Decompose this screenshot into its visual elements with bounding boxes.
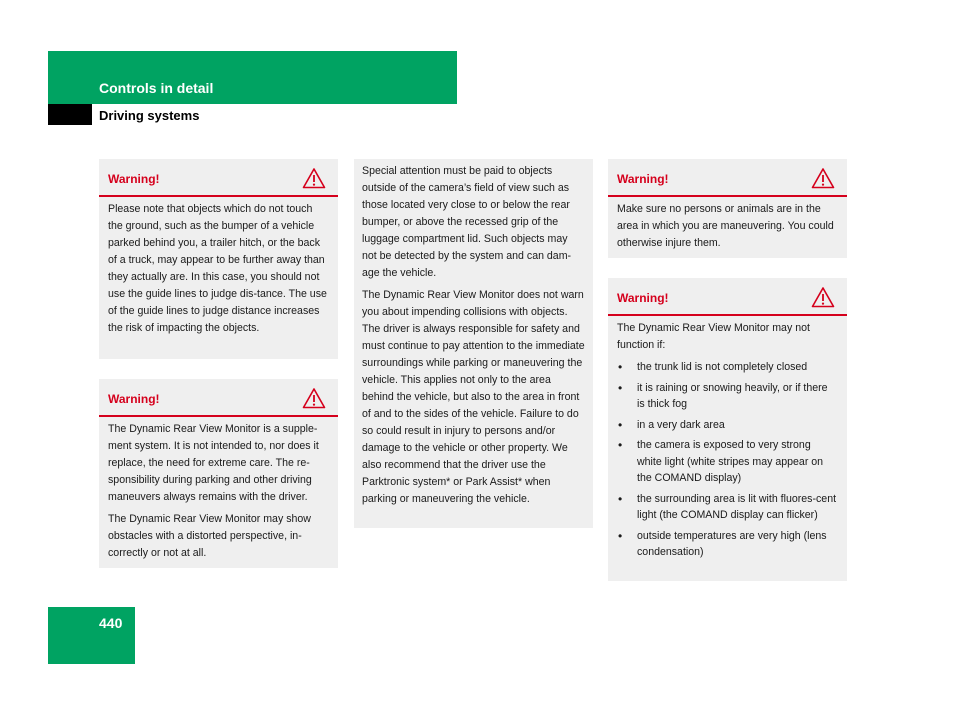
- warning-paragraph: Please note that objects which do not touch the ground, such as the bumper of a vehicle parked behind you, a trailer hitch, or the back of a truck, may appear to be further away than they actually are. In this case, you should not use the guide lines to judge dis-tance. The use of the guide lines to judge distance increases the risk of impacting the objects.: [108, 203, 327, 334]
- list-item: • the surrounding area is lit with fluores-cent light (the COMAND display can flicker): [617, 491, 838, 524]
- list-item: • it is raining or snowing heavily, or if there is thick fog: [617, 380, 838, 413]
- warning-title: Warning!: [108, 392, 160, 406]
- info-body: [354, 159, 593, 517]
- warning-body: [99, 197, 338, 350]
- subsection-title: Driving systems: [99, 108, 200, 123]
- info-paragraph: Special attention must be paid to objects outside of the camera’s field of view such as those located very close to or below the rear bumper, or above the recessed grip of the luggage compartment lid. Such objects may not be detected by the system and can dam-age the vehicle.: [362, 165, 572, 279]
- condition-list: [617, 359, 838, 561]
- warning-box-supplement-system: [99, 379, 338, 568]
- warning-box-persons-animals: [608, 159, 847, 258]
- info-paragraph: The Dynamic Rear View Monitor does not warn you about impending collisions with objects. The driver is always responsible for safety and must continue to pay attention to the immediate surroundings while parking or maneuvering the vehicle. This applies not only to the area behind the vehicle, but also to the area in front of and to the sides of the vehicle. Failure to do so could result in injury to persons and/or damage to the vehicle or other property. We also recommend that the driver use the Parktronic system* or Park Assist* when parking or maneuvering the vehicle.: [362, 289, 585, 505]
- page-number: 440: [99, 615, 123, 631]
- list-item: • the camera is exposed to very strong white light (white stripes may appear on the COMAND display): [617, 437, 838, 487]
- warning-triangle-icon: [811, 286, 835, 308]
- warning-triangle-icon: [302, 387, 326, 409]
- warning-paragraph: Make sure no persons or animals are in the area in which you are maneuvering. You could otherwise injure them.: [617, 203, 834, 249]
- warning-body: [99, 417, 338, 575]
- warning-header: [608, 159, 847, 197]
- section-marker: [48, 104, 92, 125]
- warning-body: [608, 316, 847, 573]
- warning-triangle-icon: [302, 167, 326, 189]
- warning-title: Warning!: [617, 172, 669, 186]
- section-title: Controls in detail: [99, 80, 214, 96]
- warning-box-guide-lines: [99, 159, 338, 359]
- warning-intro: The Dynamic Rear View Monitor may not function if:: [617, 322, 810, 351]
- warning-paragraph: The Dynamic Rear View Monitor is a supple-ment system. It is not intended to, nor does it replace, the need for extreme care. The re-sponsibility during parking and other driving maneuvers always remains with the driver.: [108, 423, 319, 503]
- list-item: • in a very dark area: [617, 417, 838, 434]
- warning-title: Warning!: [617, 291, 669, 305]
- warning-paragraph: The Dynamic Rear View Monitor may show obstacles with a distorted perspective, in-correctly or not at all.: [108, 513, 311, 559]
- warning-header: [608, 278, 847, 316]
- list-item: • the trunk lid is not completely closed: [617, 359, 838, 376]
- info-box-camera-field: [354, 159, 593, 528]
- warning-triangle-icon: [811, 167, 835, 189]
- warning-box-may-not-function: [608, 278, 847, 581]
- list-item: • outside temperatures are very high (lens condensation): [617, 528, 838, 561]
- warning-body: [608, 197, 847, 265]
- warning-header: [99, 379, 338, 417]
- header-bar: [48, 51, 457, 104]
- warning-title: Warning!: [108, 172, 160, 186]
- warning-header: [99, 159, 338, 197]
